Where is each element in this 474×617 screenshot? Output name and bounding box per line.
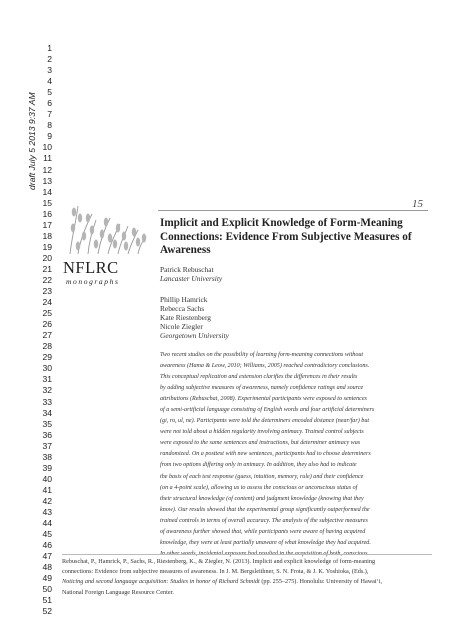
- abstract-line: their structural knowledge (of content) and judgment knowledge (knowing that they: [160, 495, 364, 502]
- draft-stamp: draft July 5 2013 9:37 AM: [27, 92, 37, 190]
- line-number: 28: [42, 341, 52, 352]
- author-affiliation: Georgetown University: [160, 331, 229, 340]
- line-number: 45: [42, 529, 52, 540]
- line-number: 46: [42, 540, 52, 551]
- line-number: 7: [47, 109, 52, 120]
- line-number: 16: [42, 208, 52, 219]
- line-number: 42: [42, 495, 52, 506]
- abstract-line: from two options differing only in animacy. In addition, they also had to indicate: [160, 462, 357, 469]
- line-number: 13: [42, 175, 52, 186]
- abstract-line: In other words, incidental exposure had resulted in the acquisition of both, conscious: [160, 550, 368, 557]
- citation-footer: [62, 557, 432, 598]
- abstract-line: (on a 4-point scale), allowing us to assess the conscious or unconscious status of: [160, 484, 358, 491]
- line-number: 50: [42, 584, 52, 595]
- line-number: 27: [42, 330, 52, 341]
- line-number: 52: [42, 606, 52, 617]
- line-number: 2: [47, 54, 52, 65]
- line-number: 17: [42, 219, 52, 230]
- line-number: 49: [42, 573, 52, 584]
- line-number: 37: [42, 440, 52, 451]
- citation-line: National Foreign Language Resource Center.: [62, 588, 174, 596]
- abstract-line: know). Our results showed that the experimental group significantly outperformed the: [160, 506, 370, 513]
- line-number: 44: [42, 518, 52, 529]
- abstract-line: randomized. On a posttest with new sentences, participants had to choose determiners: [160, 451, 371, 458]
- abstract-line: trained controls in terms of overall accuracy. The analysis of the subjective measures: [160, 517, 368, 524]
- citation-line: Rebuschat, P., Hamrick, P., Sachs, R., Riestenberg, K., & Ziegler, N. (2013). Implicit and explicit knowledge of form-meaning: [62, 558, 376, 565]
- line-number: 14: [42, 186, 52, 197]
- logo-subtitle: monographs: [66, 277, 120, 286]
- author-name: Nicole Ziegler: [160, 322, 203, 331]
- line-number: 12: [42, 164, 52, 175]
- line-number: 48: [42, 562, 52, 573]
- abstract-line: by adding subjective measures of awareness, namely confidence ratings and source: [160, 385, 364, 392]
- chapter-rule: [158, 210, 428, 211]
- line-number: 38: [42, 451, 52, 462]
- line-number: 20: [42, 252, 52, 263]
- abstract-line: knowledge, they were at least partially unaware of what knowledge they had acquired.: [160, 539, 371, 546]
- nflrc-logo-leaves: [62, 196, 150, 311]
- line-number: 47: [42, 551, 52, 562]
- citation-pages: (pp. 255–275). Honolulu: University of Hawai‘i,: [259, 578, 382, 586]
- line-number: 15: [42, 197, 52, 208]
- abstract-line: attributions (Rebuschat, 2008). Experimental participants were exposed to sentences: [160, 396, 367, 403]
- line-number: 5: [47, 87, 52, 98]
- author-name: Kate Riestenberg: [160, 313, 211, 322]
- line-number: 1: [47, 43, 52, 53]
- abstract-line: of a semi-artificial language consisting of English words and four artificial determiners: [160, 407, 375, 414]
- abstract-line: Two recent studies on the possibility of learning form-meaning connections without: [160, 352, 364, 358]
- line-number: 51: [42, 595, 52, 606]
- line-number: 36: [42, 429, 52, 440]
- author-affiliation: Lancaster University: [160, 274, 223, 283]
- citation-line: connections: Evidence from subjective measures of awareness. In J. M. Bergsleithner, S. N. Frota, & J. K. Yoshioka, (Eds.),: [62, 568, 369, 576]
- line-number: 18: [42, 230, 52, 241]
- line-number: 32: [42, 385, 52, 396]
- footer-rule: [62, 554, 432, 555]
- logo-wordmark: NFLRC: [63, 258, 119, 277]
- line-number: 33: [42, 396, 52, 407]
- line-number: 23: [42, 286, 52, 297]
- abstract-line: the basis of each test response (guess, intuition, memory, rule) and their confidence: [160, 473, 364, 480]
- line-number: 24: [42, 297, 52, 308]
- line-number: 41: [42, 484, 52, 495]
- line-number: 29: [42, 352, 52, 363]
- line-number: 4: [47, 76, 52, 87]
- line-number: 21: [42, 263, 52, 274]
- line-number: 34: [42, 407, 52, 418]
- author-block: [160, 265, 229, 340]
- line-number: 31: [42, 374, 52, 385]
- line-number: 43: [42, 506, 52, 517]
- line-number: 3: [47, 65, 52, 76]
- line-number: 19: [42, 241, 52, 252]
- citation-book-title: Noticing and second language acquisition: Studies in honor of Richard Schmidt: [62, 578, 260, 586]
- line-number: 30: [42, 363, 52, 374]
- line-number: 8: [47, 120, 52, 131]
- line-number: 22: [42, 274, 52, 285]
- chapter-title: Implicit and Explicit Knowledge of Form-Meaning Connections: Evidence From Subjective Measures of Awareness: [160, 217, 412, 256]
- line-number: 11: [43, 153, 52, 164]
- abstract-line: awareness (Hama & Leow, 2010; Williams, 2005) reached contradictory conclusions.: [160, 363, 370, 370]
- author-name: Rebecca Sachs: [160, 304, 205, 313]
- citation-line: [62, 577, 432, 587]
- line-number: 10: [42, 142, 52, 153]
- abstract-line: (gi, ro, ul, ne). Participants were told the determiners encoded distance (near/far) but: [160, 418, 370, 425]
- co-authors: [160, 295, 229, 340]
- abstract-line: were not told about a hidden regularity involving animacy. Trained control subjects: [160, 429, 364, 436]
- line-number: 40: [42, 473, 52, 484]
- abstract-line: This conceptual replication and extension clarifies the differences in their results: [160, 374, 358, 381]
- line-number: 6: [47, 98, 52, 109]
- line-number: 26: [42, 319, 52, 330]
- line-number: 9: [47, 131, 52, 142]
- line-number: 39: [42, 462, 52, 473]
- author-name: Phillip Hamrick: [160, 295, 208, 304]
- author-name: Patrick Rebuschat: [160, 265, 214, 274]
- abstract: [160, 350, 430, 560]
- line-number: 25: [42, 308, 52, 319]
- abstract-line: were exposed to the same sentences and instructions, but determiner animacy was: [160, 440, 361, 447]
- chapter-number: 15: [412, 198, 423, 210]
- abstract-line: of awareness further showed that, while participants were aware of having acquired: [160, 528, 366, 535]
- line-number: 35: [42, 418, 52, 429]
